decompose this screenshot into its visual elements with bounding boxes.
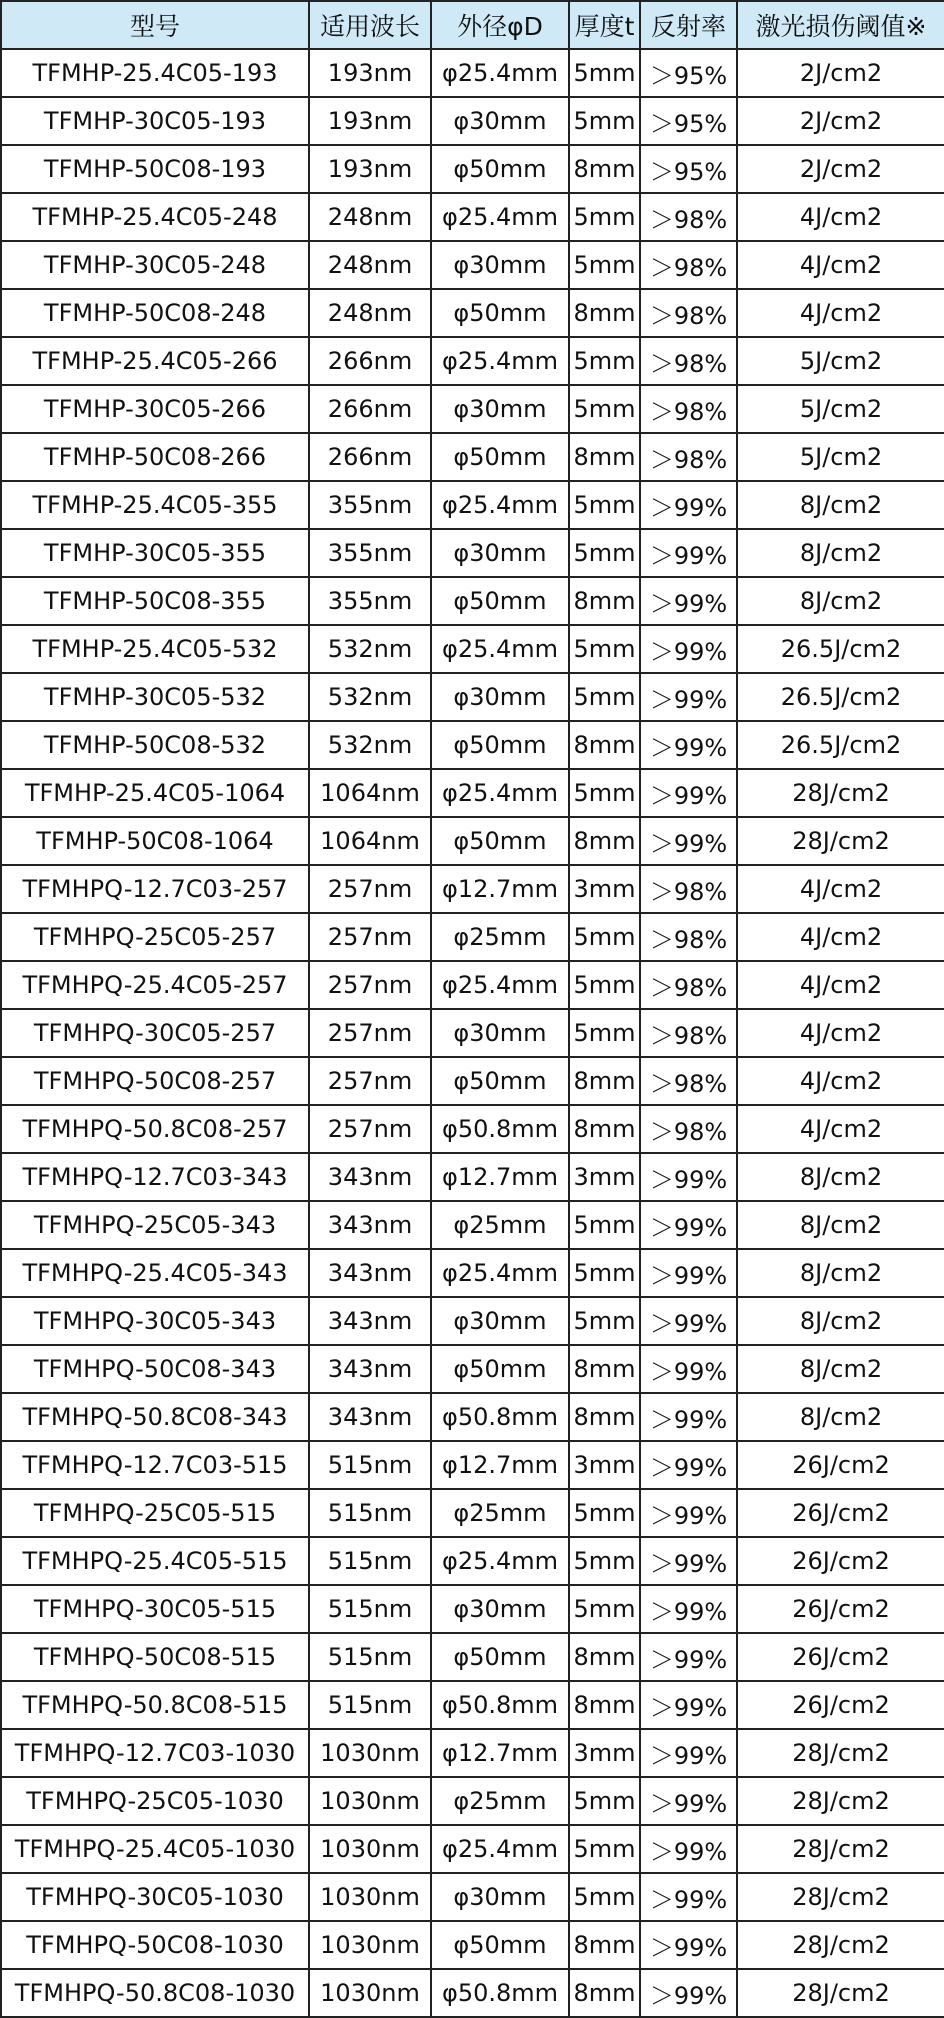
cell-damage-threshold: 28J/cm2 <box>737 1729 944 1777</box>
cell-damage-threshold: 5J/cm2 <box>737 385 944 433</box>
cell-wavelength: 193nm <box>309 49 431 97</box>
cell-thickness: 3mm <box>569 1153 640 1201</box>
cell-outer-diameter: φ25.4mm <box>431 1825 569 1873</box>
table-row <box>1 1441 944 1489</box>
cell-outer-diameter: φ25.4mm <box>431 1537 569 1585</box>
cell-wavelength: 355nm <box>309 481 431 529</box>
cell-damage-threshold: 26J/cm2 <box>737 1681 944 1729</box>
cell-model: TFMHP-25.4C05-193 <box>1 49 309 97</box>
cell-wavelength: 1064nm <box>309 817 431 865</box>
cell-wavelength: 343nm <box>309 1297 431 1345</box>
cell-wavelength: 532nm <box>309 625 431 673</box>
cell-damage-threshold: 26J/cm2 <box>737 1489 944 1537</box>
cell-outer-diameter: φ50mm <box>431 577 569 625</box>
cell-wavelength: 1030nm <box>309 1873 431 1921</box>
table-row <box>1 961 944 1009</box>
cell-wavelength: 193nm <box>309 145 431 193</box>
table-row <box>1 1633 944 1681</box>
cell-thickness: 5mm <box>569 193 640 241</box>
cell-model: TFMHPQ-25C05-343 <box>1 1201 309 1249</box>
cell-wavelength: 257nm <box>309 1009 431 1057</box>
cell-reflectance: ＞99% <box>640 1921 737 1969</box>
cell-damage-threshold: 28J/cm2 <box>737 817 944 865</box>
cell-model: TFMHPQ-50C08-343 <box>1 1345 309 1393</box>
cell-thickness: 8mm <box>569 577 640 625</box>
cell-damage-threshold: 4J/cm2 <box>737 961 944 1009</box>
table-row <box>1 145 944 193</box>
table-row <box>1 1009 944 1057</box>
cell-reflectance: ＞99% <box>640 1969 737 2017</box>
cell-thickness: 5mm <box>569 913 640 961</box>
cell-model: TFMHP-25.4C05-266 <box>1 337 309 385</box>
cell-damage-threshold: 4J/cm2 <box>737 1009 944 1057</box>
table-row <box>1 1585 944 1633</box>
cell-damage-threshold: 28J/cm2 <box>737 1825 944 1873</box>
cell-wavelength: 355nm <box>309 577 431 625</box>
cell-outer-diameter: φ30mm <box>431 1585 569 1633</box>
cell-thickness: 8mm <box>569 1921 640 1969</box>
cell-model: TFMHP-30C05-355 <box>1 529 309 577</box>
cell-model: TFMHPQ-25C05-515 <box>1 1489 309 1537</box>
cell-wavelength: 248nm <box>309 289 431 337</box>
cell-model: TFMHPQ-12.7C03-257 <box>1 865 309 913</box>
cell-wavelength: 193nm <box>309 97 431 145</box>
table-row <box>1 1393 944 1441</box>
table-row <box>1 1681 944 1729</box>
cell-outer-diameter: φ50mm <box>431 817 569 865</box>
cell-thickness: 8mm <box>569 1681 640 1729</box>
cell-thickness: 8mm <box>569 1345 640 1393</box>
table-row <box>1 289 944 337</box>
cell-outer-diameter: φ50mm <box>431 433 569 481</box>
cell-reflectance: ＞99% <box>640 1201 737 1249</box>
cell-model: TFMHPQ-50.8C08-257 <box>1 1105 309 1153</box>
cell-reflectance: ＞99% <box>640 673 737 721</box>
header-damage-threshold: 激光损伤阈值※ <box>737 1 944 49</box>
cell-model: TFMHP-50C08-532 <box>1 721 309 769</box>
cell-wavelength: 515nm <box>309 1633 431 1681</box>
cell-reflectance: ＞99% <box>640 1297 737 1345</box>
cell-wavelength: 257nm <box>309 1105 431 1153</box>
table-row <box>1 1297 944 1345</box>
table-header <box>1 1 944 49</box>
cell-outer-diameter: φ25mm <box>431 1489 569 1537</box>
cell-outer-diameter: φ25.4mm <box>431 193 569 241</box>
cell-outer-diameter: φ30mm <box>431 1297 569 1345</box>
cell-wavelength: 1064nm <box>309 769 431 817</box>
cell-damage-threshold: 8J/cm2 <box>737 1249 944 1297</box>
cell-wavelength: 515nm <box>309 1681 431 1729</box>
cell-reflectance: ＞99% <box>640 1537 737 1585</box>
table-row <box>1 1537 944 1585</box>
cell-model: TFMHP-50C08-193 <box>1 145 309 193</box>
cell-outer-diameter: φ12.7mm <box>431 1153 569 1201</box>
cell-damage-threshold: 5J/cm2 <box>737 337 944 385</box>
cell-thickness: 5mm <box>569 625 640 673</box>
table-row <box>1 1921 944 1969</box>
header-reflectance: 反射率 <box>640 1 737 49</box>
cell-thickness: 5mm <box>569 673 640 721</box>
cell-reflectance: ＞99% <box>640 1249 737 1297</box>
cell-reflectance: ＞99% <box>640 1489 737 1537</box>
cell-thickness: 5mm <box>569 337 640 385</box>
cell-model: TFMHPQ-25C05-257 <box>1 913 309 961</box>
table-row <box>1 433 944 481</box>
cell-thickness: 5mm <box>569 1873 640 1921</box>
cell-wavelength: 1030nm <box>309 1921 431 1969</box>
cell-reflectance: ＞98% <box>640 1105 737 1153</box>
table-row <box>1 769 944 817</box>
cell-wavelength: 343nm <box>309 1345 431 1393</box>
cell-model: TFMHPQ-30C05-515 <box>1 1585 309 1633</box>
cell-thickness: 8mm <box>569 817 640 865</box>
table-row <box>1 1153 944 1201</box>
cell-outer-diameter: φ50mm <box>431 1057 569 1105</box>
cell-model: TFMHP-25.4C05-1064 <box>1 769 309 817</box>
cell-wavelength: 515nm <box>309 1441 431 1489</box>
cell-outer-diameter: φ50mm <box>431 289 569 337</box>
cell-thickness: 5mm <box>569 385 640 433</box>
cell-damage-threshold: 4J/cm2 <box>737 193 944 241</box>
cell-thickness: 5mm <box>569 1201 640 1249</box>
cell-model: TFMHPQ-50C08-1030 <box>1 1921 309 1969</box>
cell-damage-threshold: 26.5J/cm2 <box>737 673 944 721</box>
table-body <box>1 49 944 2017</box>
cell-thickness: 3mm <box>569 1729 640 1777</box>
cell-reflectance: ＞98% <box>640 433 737 481</box>
header-thickness: 厚度t <box>569 1 640 49</box>
cell-wavelength: 248nm <box>309 193 431 241</box>
cell-model: TFMHPQ-25.4C05-1030 <box>1 1825 309 1873</box>
cell-reflectance: ＞95% <box>640 145 737 193</box>
cell-model: TFMHPQ-25.4C05-257 <box>1 961 309 1009</box>
table-row <box>1 817 944 865</box>
cell-model: TFMHP-50C08-248 <box>1 289 309 337</box>
cell-damage-threshold: 26J/cm2 <box>737 1585 944 1633</box>
cell-outer-diameter: φ25.4mm <box>431 337 569 385</box>
cell-thickness: 5mm <box>569 961 640 1009</box>
cell-thickness: 5mm <box>569 1825 640 1873</box>
cell-damage-threshold: 4J/cm2 <box>737 1105 944 1153</box>
cell-model: TFMHPQ-50.8C08-515 <box>1 1681 309 1729</box>
cell-model: TFMHP-30C05-532 <box>1 673 309 721</box>
cell-thickness: 8mm <box>569 289 640 337</box>
cell-reflectance: ＞99% <box>640 721 737 769</box>
cell-damage-threshold: 4J/cm2 <box>737 241 944 289</box>
cell-thickness: 5mm <box>569 1009 640 1057</box>
cell-model: TFMHPQ-50.8C08-1030 <box>1 1969 309 2017</box>
cell-model: TFMHPQ-30C05-343 <box>1 1297 309 1345</box>
cell-thickness: 5mm <box>569 1537 640 1585</box>
cell-thickness: 5mm <box>569 481 640 529</box>
cell-reflectance: ＞99% <box>640 1825 737 1873</box>
cell-thickness: 5mm <box>569 1585 640 1633</box>
cell-damage-threshold: 2J/cm2 <box>737 145 944 193</box>
cell-damage-threshold: 8J/cm2 <box>737 481 944 529</box>
table-row <box>1 385 944 433</box>
cell-reflectance: ＞99% <box>640 1345 737 1393</box>
cell-thickness: 8mm <box>569 1057 640 1105</box>
cell-model: TFMHPQ-30C05-257 <box>1 1009 309 1057</box>
cell-outer-diameter: φ25.4mm <box>431 1249 569 1297</box>
cell-thickness: 5mm <box>569 769 640 817</box>
table-row <box>1 865 944 913</box>
table-row <box>1 1825 944 1873</box>
cell-outer-diameter: φ25.4mm <box>431 961 569 1009</box>
cell-outer-diameter: φ50mm <box>431 721 569 769</box>
cell-outer-diameter: φ30mm <box>431 529 569 577</box>
cell-thickness: 8mm <box>569 145 640 193</box>
table-row <box>1 577 944 625</box>
cell-damage-threshold: 28J/cm2 <box>737 1873 944 1921</box>
cell-reflectance: ＞99% <box>640 481 737 529</box>
cell-outer-diameter: φ50.8mm <box>431 1393 569 1441</box>
cell-wavelength: 266nm <box>309 337 431 385</box>
cell-wavelength: 1030nm <box>309 1969 431 2017</box>
cell-wavelength: 343nm <box>309 1393 431 1441</box>
cell-outer-diameter: φ50.8mm <box>431 1681 569 1729</box>
table-row <box>1 1873 944 1921</box>
cell-reflectance: ＞98% <box>640 337 737 385</box>
cell-wavelength: 355nm <box>309 529 431 577</box>
cell-damage-threshold: 28J/cm2 <box>737 769 944 817</box>
cell-model: TFMHPQ-12.7C03-1030 <box>1 1729 309 1777</box>
table-row <box>1 1489 944 1537</box>
cell-damage-threshold: 2J/cm2 <box>737 49 944 97</box>
cell-damage-threshold: 4J/cm2 <box>737 289 944 337</box>
cell-model: TFMHP-50C08-266 <box>1 433 309 481</box>
cell-wavelength: 343nm <box>309 1201 431 1249</box>
cell-wavelength: 257nm <box>309 865 431 913</box>
table-row <box>1 1777 944 1825</box>
cell-outer-diameter: φ30mm <box>431 97 569 145</box>
table-row <box>1 193 944 241</box>
table-row <box>1 1969 944 2017</box>
cell-wavelength: 248nm <box>309 241 431 289</box>
cell-thickness: 5mm <box>569 97 640 145</box>
cell-wavelength: 1030nm <box>309 1777 431 1825</box>
header-row <box>1 1 944 49</box>
cell-outer-diameter: φ50.8mm <box>431 1105 569 1153</box>
cell-model: TFMHP-50C08-1064 <box>1 817 309 865</box>
cell-damage-threshold: 5J/cm2 <box>737 433 944 481</box>
cell-model: TFMHPQ-30C05-1030 <box>1 1873 309 1921</box>
cell-wavelength: 257nm <box>309 913 431 961</box>
cell-wavelength: 266nm <box>309 385 431 433</box>
cell-reflectance: ＞98% <box>640 193 737 241</box>
cell-reflectance: ＞99% <box>640 625 737 673</box>
cell-outer-diameter: φ30mm <box>431 385 569 433</box>
cell-reflectance: ＞95% <box>640 49 737 97</box>
cell-outer-diameter: φ12.7mm <box>431 1441 569 1489</box>
cell-thickness: 5mm <box>569 49 640 97</box>
cell-outer-diameter: φ25mm <box>431 913 569 961</box>
cell-reflectance: ＞98% <box>640 1009 737 1057</box>
cell-reflectance: ＞98% <box>640 1057 737 1105</box>
cell-wavelength: 257nm <box>309 1057 431 1105</box>
cell-damage-threshold: 8J/cm2 <box>737 577 944 625</box>
cell-reflectance: ＞99% <box>640 769 737 817</box>
cell-model: TFMHPQ-50C08-257 <box>1 1057 309 1105</box>
table-row <box>1 337 944 385</box>
cell-outer-diameter: φ12.7mm <box>431 1729 569 1777</box>
cell-damage-threshold: 28J/cm2 <box>737 1969 944 2017</box>
cell-damage-threshold: 8J/cm2 <box>737 1345 944 1393</box>
cell-thickness: 5mm <box>569 1297 640 1345</box>
cell-wavelength: 532nm <box>309 673 431 721</box>
cell-outer-diameter: φ25.4mm <box>431 49 569 97</box>
cell-damage-threshold: 4J/cm2 <box>737 913 944 961</box>
cell-wavelength: 257nm <box>309 961 431 1009</box>
cell-thickness: 5mm <box>569 1489 640 1537</box>
cell-damage-threshold: 8J/cm2 <box>737 1201 944 1249</box>
cell-outer-diameter: φ30mm <box>431 1009 569 1057</box>
cell-model: TFMHPQ-25C05-1030 <box>1 1777 309 1825</box>
cell-damage-threshold: 28J/cm2 <box>737 1921 944 1969</box>
cell-thickness: 8mm <box>569 1105 640 1153</box>
table-row <box>1 721 944 769</box>
table-row <box>1 97 944 145</box>
table-row <box>1 241 944 289</box>
cell-thickness: 8mm <box>569 721 640 769</box>
table-row <box>1 673 944 721</box>
cell-model: TFMHP-25.4C05-248 <box>1 193 309 241</box>
cell-damage-threshold: 26.5J/cm2 <box>737 625 944 673</box>
cell-thickness: 5mm <box>569 529 640 577</box>
table-row <box>1 481 944 529</box>
cell-outer-diameter: φ25mm <box>431 1201 569 1249</box>
cell-model: TFMHPQ-25.4C05-515 <box>1 1537 309 1585</box>
cell-damage-threshold: 8J/cm2 <box>737 1297 944 1345</box>
header-model: 型号 <box>1 1 309 49</box>
cell-reflectance: ＞98% <box>640 289 737 337</box>
table-row <box>1 1057 944 1105</box>
cell-reflectance: ＞99% <box>640 1585 737 1633</box>
table-row <box>1 1729 944 1777</box>
cell-thickness: 5mm <box>569 1777 640 1825</box>
table-row <box>1 1345 944 1393</box>
cell-model: TFMHPQ-12.7C03-343 <box>1 1153 309 1201</box>
cell-damage-threshold: 26J/cm2 <box>737 1441 944 1489</box>
cell-reflectance: ＞98% <box>640 385 737 433</box>
cell-damage-threshold: 26.5J/cm2 <box>737 721 944 769</box>
cell-reflectance: ＞98% <box>640 865 737 913</box>
cell-model: TFMHP-25.4C05-355 <box>1 481 309 529</box>
table-row <box>1 1249 944 1297</box>
cell-outer-diameter: φ25mm <box>431 1777 569 1825</box>
cell-wavelength: 515nm <box>309 1537 431 1585</box>
cell-model: TFMHP-25.4C05-532 <box>1 625 309 673</box>
cell-reflectance: ＞98% <box>640 913 737 961</box>
cell-thickness: 3mm <box>569 1441 640 1489</box>
table-row <box>1 1201 944 1249</box>
cell-model: TFMHPQ-25.4C05-343 <box>1 1249 309 1297</box>
cell-reflectance: ＞99% <box>640 1393 737 1441</box>
cell-model: TFMHP-30C05-248 <box>1 241 309 289</box>
cell-damage-threshold: 8J/cm2 <box>737 529 944 577</box>
cell-damage-threshold: 2J/cm2 <box>737 97 944 145</box>
cell-model: TFMHP-30C05-266 <box>1 385 309 433</box>
cell-outer-diameter: φ25.4mm <box>431 481 569 529</box>
cell-reflectance: ＞99% <box>640 1633 737 1681</box>
cell-thickness: 8mm <box>569 1633 640 1681</box>
cell-reflectance: ＞99% <box>640 577 737 625</box>
cell-reflectance: ＞99% <box>640 1777 737 1825</box>
cell-damage-threshold: 26J/cm2 <box>737 1633 944 1681</box>
cell-wavelength: 515nm <box>309 1489 431 1537</box>
cell-wavelength: 515nm <box>309 1585 431 1633</box>
cell-outer-diameter: φ50mm <box>431 1921 569 1969</box>
cell-outer-diameter: φ12.7mm <box>431 865 569 913</box>
cell-thickness: 8mm <box>569 433 640 481</box>
cell-outer-diameter: φ50mm <box>431 1345 569 1393</box>
cell-outer-diameter: φ50mm <box>431 1633 569 1681</box>
table-row <box>1 49 944 97</box>
cell-damage-threshold: 28J/cm2 <box>737 1777 944 1825</box>
cell-damage-threshold: 8J/cm2 <box>737 1393 944 1441</box>
table-row <box>1 625 944 673</box>
cell-wavelength: 343nm <box>309 1249 431 1297</box>
cell-damage-threshold: 8J/cm2 <box>737 1153 944 1201</box>
cell-reflectance: ＞98% <box>640 241 737 289</box>
cell-thickness: 8mm <box>569 1393 640 1441</box>
cell-model: TFMHPQ-50C08-515 <box>1 1633 309 1681</box>
cell-reflectance: ＞99% <box>640 817 737 865</box>
cell-reflectance: ＞95% <box>640 97 737 145</box>
cell-outer-diameter: φ25.4mm <box>431 625 569 673</box>
cell-reflectance: ＞99% <box>640 1729 737 1777</box>
table-row <box>1 913 944 961</box>
table-row <box>1 529 944 577</box>
header-outer-diameter: 外径φD <box>431 1 569 49</box>
cell-outer-diameter: φ30mm <box>431 673 569 721</box>
cell-model: TFMHP-50C08-355 <box>1 577 309 625</box>
cell-reflectance: ＞99% <box>640 1873 737 1921</box>
cell-damage-threshold: 4J/cm2 <box>737 865 944 913</box>
cell-wavelength: 1030nm <box>309 1825 431 1873</box>
cell-outer-diameter: φ50mm <box>431 145 569 193</box>
cell-outer-diameter: φ50.8mm <box>431 1969 569 2017</box>
cell-reflectance: ＞99% <box>640 1153 737 1201</box>
cell-outer-diameter: φ30mm <box>431 241 569 289</box>
table-row <box>1 1105 944 1153</box>
cell-damage-threshold: 4J/cm2 <box>737 1057 944 1105</box>
cell-thickness: 5mm <box>569 241 640 289</box>
cell-outer-diameter: φ25.4mm <box>431 769 569 817</box>
cell-reflectance: ＞99% <box>640 1681 737 1729</box>
cell-thickness: 5mm <box>569 1249 640 1297</box>
cell-wavelength: 532nm <box>309 721 431 769</box>
cell-reflectance: ＞99% <box>640 1441 737 1489</box>
cell-model: TFMHP-30C05-193 <box>1 97 309 145</box>
cell-model: TFMHPQ-12.7C03-515 <box>1 1441 309 1489</box>
cell-wavelength: 266nm <box>309 433 431 481</box>
cell-wavelength: 1030nm <box>309 1729 431 1777</box>
cell-reflectance: ＞99% <box>640 529 737 577</box>
header-wavelength: 适用波长 <box>309 1 431 49</box>
cell-model: TFMHPQ-50.8C08-343 <box>1 1393 309 1441</box>
cell-reflectance: ＞98% <box>640 961 737 1009</box>
cell-outer-diameter: φ30mm <box>431 1873 569 1921</box>
cell-wavelength: 343nm <box>309 1153 431 1201</box>
cell-thickness: 8mm <box>569 1969 640 2017</box>
cell-thickness: 3mm <box>569 865 640 913</box>
cell-damage-threshold: 26J/cm2 <box>737 1537 944 1585</box>
